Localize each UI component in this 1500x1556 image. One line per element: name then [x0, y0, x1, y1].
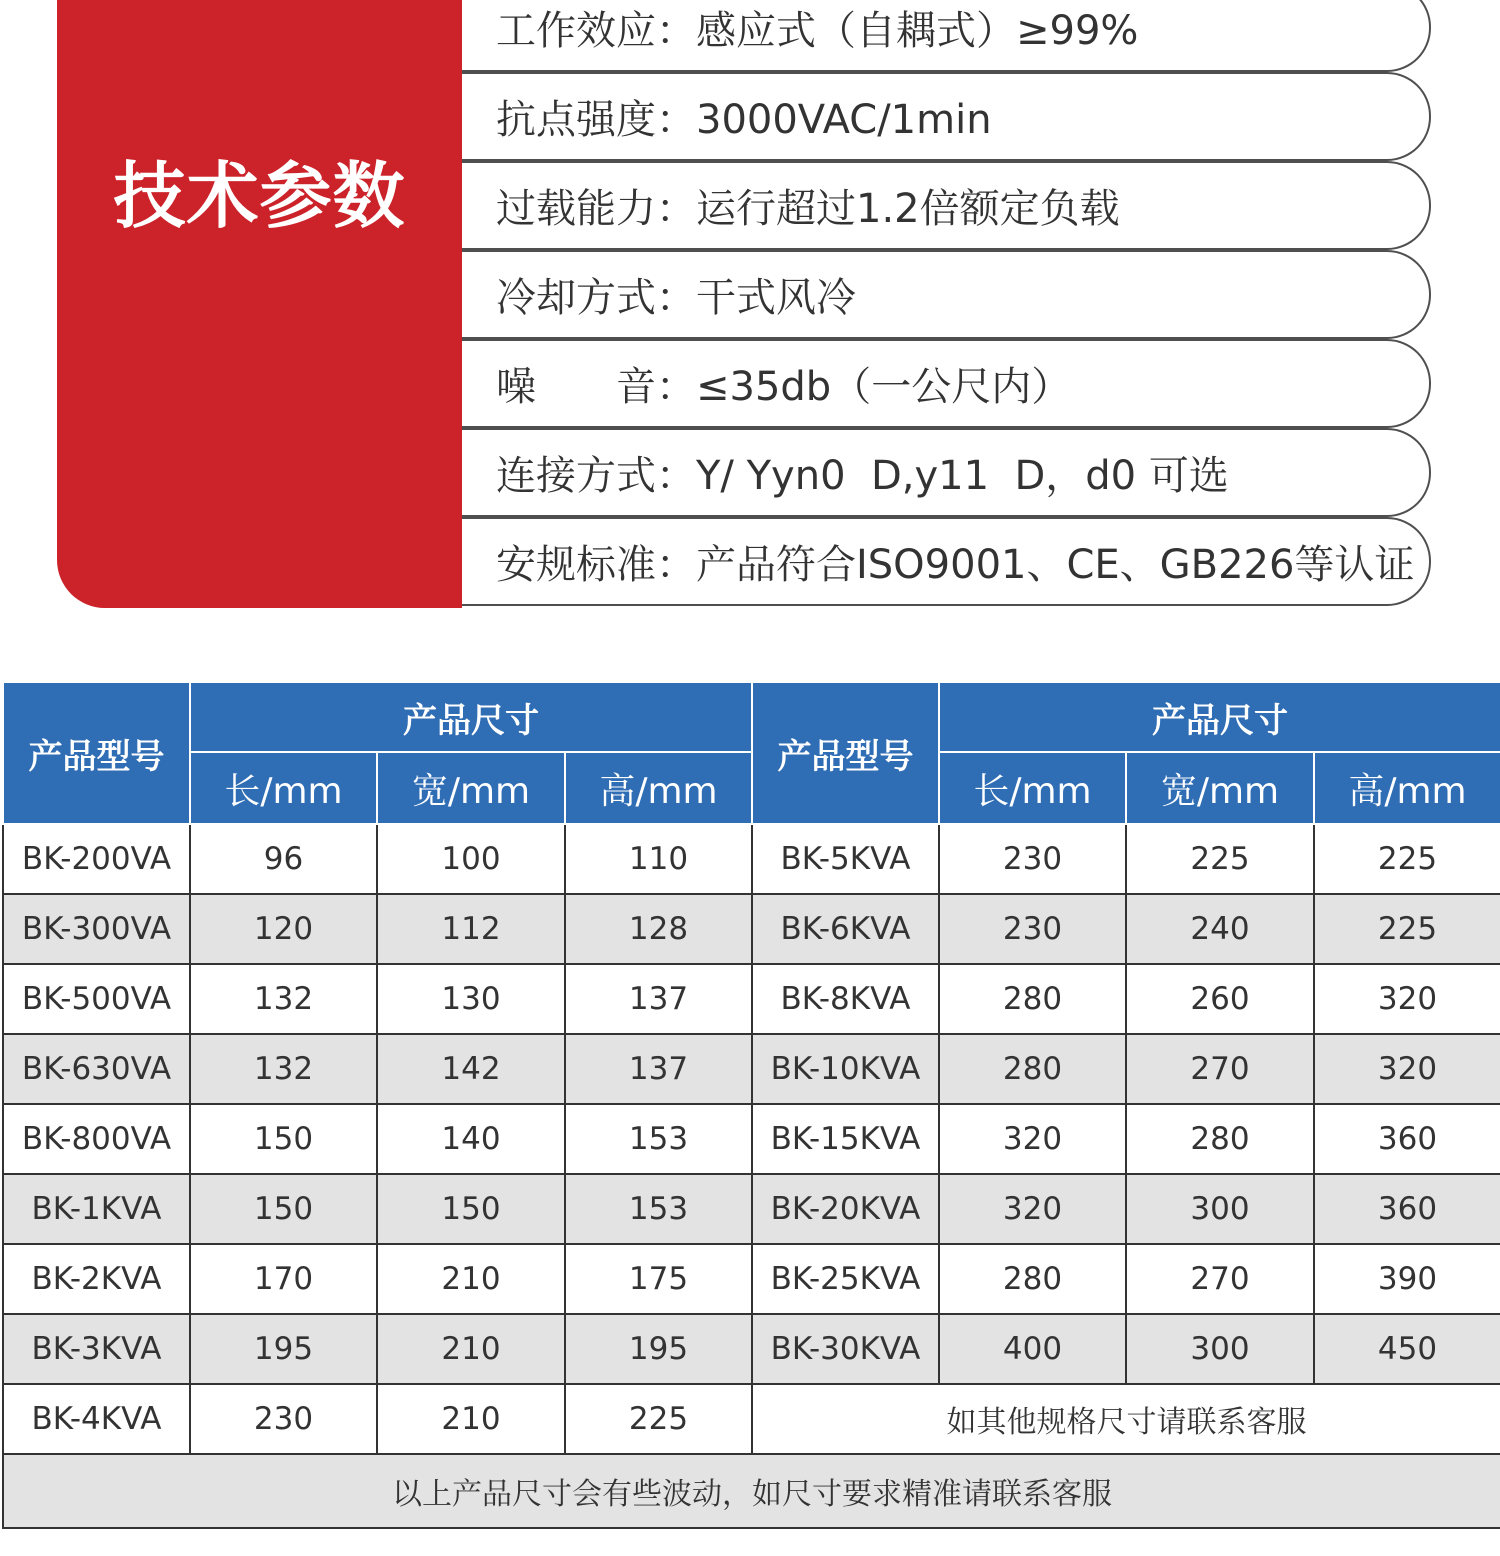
length-cell: 230	[939, 894, 1126, 964]
param-row-overload	[462, 161, 1431, 250]
width-cell: 270	[1126, 1034, 1314, 1104]
param-text: 安规标准：产品符合ISO9001、CE、GB226等认证	[496, 542, 1415, 588]
width-cell: 270	[1126, 1244, 1314, 1314]
contact-note: 如其他规格尺寸请联系客服	[752, 1384, 1500, 1454]
length-cell: 120	[190, 894, 377, 964]
height-cell: 390	[1314, 1244, 1500, 1314]
width-cell: 210	[377, 1314, 565, 1384]
width-cell: 300	[1126, 1314, 1314, 1384]
header-width: 宽/mm	[377, 752, 565, 824]
width-cell: 142	[377, 1034, 565, 1104]
param-text: 噪 音：≤35db（一公尺内）	[496, 364, 1072, 410]
model-cell: BK-15KVA	[752, 1104, 939, 1174]
height-cell: 137	[565, 1034, 752, 1104]
param-row-noise	[462, 339, 1431, 428]
model-cell: BK-300VA	[3, 894, 190, 964]
tech-params-title: 技术参数	[113, 154, 406, 238]
table-row	[3, 1384, 1500, 1454]
header-model-left: 产品型号	[3, 682, 190, 824]
height-cell: 175	[565, 1244, 752, 1314]
model-cell: BK-500VA	[3, 964, 190, 1034]
model-cell: BK-8KVA	[752, 964, 939, 1034]
height-cell: 110	[565, 824, 752, 894]
model-cell: BK-25KVA	[752, 1244, 939, 1314]
height-cell: 360	[1314, 1174, 1500, 1244]
param-text: 工作效应：感应式（自耦式）≥99%	[496, 8, 1139, 54]
length-cell: 132	[190, 1034, 377, 1104]
table-row	[3, 1174, 1500, 1244]
param-row-efficiency	[462, 0, 1431, 72]
height-cell: 153	[565, 1104, 752, 1174]
header-width: 宽/mm	[1126, 752, 1314, 824]
table-row	[3, 1314, 1500, 1384]
param-row-standard	[462, 517, 1431, 606]
width-cell: 300	[1126, 1174, 1314, 1244]
table-row	[3, 894, 1500, 964]
width-cell: 210	[377, 1384, 565, 1454]
length-cell: 400	[939, 1314, 1126, 1384]
width-cell: 130	[377, 964, 565, 1034]
height-cell: 320	[1314, 1034, 1500, 1104]
height-cell: 153	[565, 1174, 752, 1244]
height-cell: 195	[565, 1314, 752, 1384]
width-cell: 280	[1126, 1104, 1314, 1174]
param-text: 冷却方式：干式风冷	[496, 275, 856, 321]
width-cell: 240	[1126, 894, 1314, 964]
height-cell: 360	[1314, 1104, 1500, 1174]
model-cell: BK-200VA	[3, 824, 190, 894]
length-cell: 170	[190, 1244, 377, 1314]
height-cell: 320	[1314, 964, 1500, 1034]
model-cell: BK-20KVA	[752, 1174, 939, 1244]
model-cell: BK-4KVA	[3, 1384, 190, 1454]
param-row-strength	[462, 72, 1431, 161]
product-size-table	[2, 681, 1500, 1529]
length-cell: 150	[190, 1104, 377, 1174]
model-cell: BK-800VA	[3, 1104, 190, 1174]
length-cell: 320	[939, 1174, 1126, 1244]
table-row	[3, 824, 1500, 894]
height-cell: 128	[565, 894, 752, 964]
length-cell: 230	[939, 824, 1126, 894]
height-cell: 225	[1314, 824, 1500, 894]
tech-params-panel	[57, 0, 462, 608]
footer-row	[3, 1454, 1500, 1528]
model-cell: BK-5KVA	[752, 824, 939, 894]
table-row	[3, 1034, 1500, 1104]
model-cell: BK-1KVA	[3, 1174, 190, 1244]
table-row	[3, 964, 1500, 1034]
param-text: 连接方式：Y/ Yyn0 D,y11 D，d0 可选	[496, 453, 1229, 499]
length-cell: 280	[939, 1244, 1126, 1314]
param-row-connection	[462, 428, 1431, 517]
length-cell: 96	[190, 824, 377, 894]
model-cell: BK-630VA	[3, 1034, 190, 1104]
header-length: 长/mm	[190, 752, 377, 824]
table-row	[3, 1244, 1500, 1314]
width-cell: 140	[377, 1104, 565, 1174]
width-cell: 225	[1126, 824, 1314, 894]
width-cell: 112	[377, 894, 565, 964]
header-size-right: 产品尺寸	[939, 682, 1500, 752]
width-cell: 210	[377, 1244, 565, 1314]
footer-note: 以上产品尺寸会有些波动，如尺寸要求精准请联系客服	[3, 1454, 1500, 1528]
length-cell: 280	[939, 964, 1126, 1034]
model-cell: BK-3KVA	[3, 1314, 190, 1384]
length-cell: 320	[939, 1104, 1126, 1174]
length-cell: 195	[190, 1314, 377, 1384]
header-size-left: 产品尺寸	[190, 682, 752, 752]
param-row-cooling	[462, 250, 1431, 339]
header-height: 高/mm	[565, 752, 752, 824]
length-cell: 230	[190, 1384, 377, 1454]
height-cell: 450	[1314, 1314, 1500, 1384]
param-text: 过载能力：运行超过1.2倍额定负载	[496, 186, 1120, 232]
width-cell: 100	[377, 824, 565, 894]
width-cell: 260	[1126, 964, 1314, 1034]
header-model-right: 产品型号	[752, 682, 939, 824]
header-length: 长/mm	[939, 752, 1126, 824]
model-cell: BK-10KVA	[752, 1034, 939, 1104]
length-cell: 280	[939, 1034, 1126, 1104]
header-height: 高/mm	[1314, 752, 1500, 824]
length-cell: 150	[190, 1174, 377, 1244]
model-cell: BK-2KVA	[3, 1244, 190, 1314]
width-cell: 150	[377, 1174, 565, 1244]
height-cell: 225	[1314, 894, 1500, 964]
model-cell: BK-30KVA	[752, 1314, 939, 1384]
height-cell: 137	[565, 964, 752, 1034]
length-cell: 132	[190, 964, 377, 1034]
table-row	[3, 1104, 1500, 1174]
param-text: 抗点强度：3000VAC/1min	[496, 97, 992, 143]
model-cell: BK-6KVA	[752, 894, 939, 964]
height-cell: 225	[565, 1384, 752, 1454]
